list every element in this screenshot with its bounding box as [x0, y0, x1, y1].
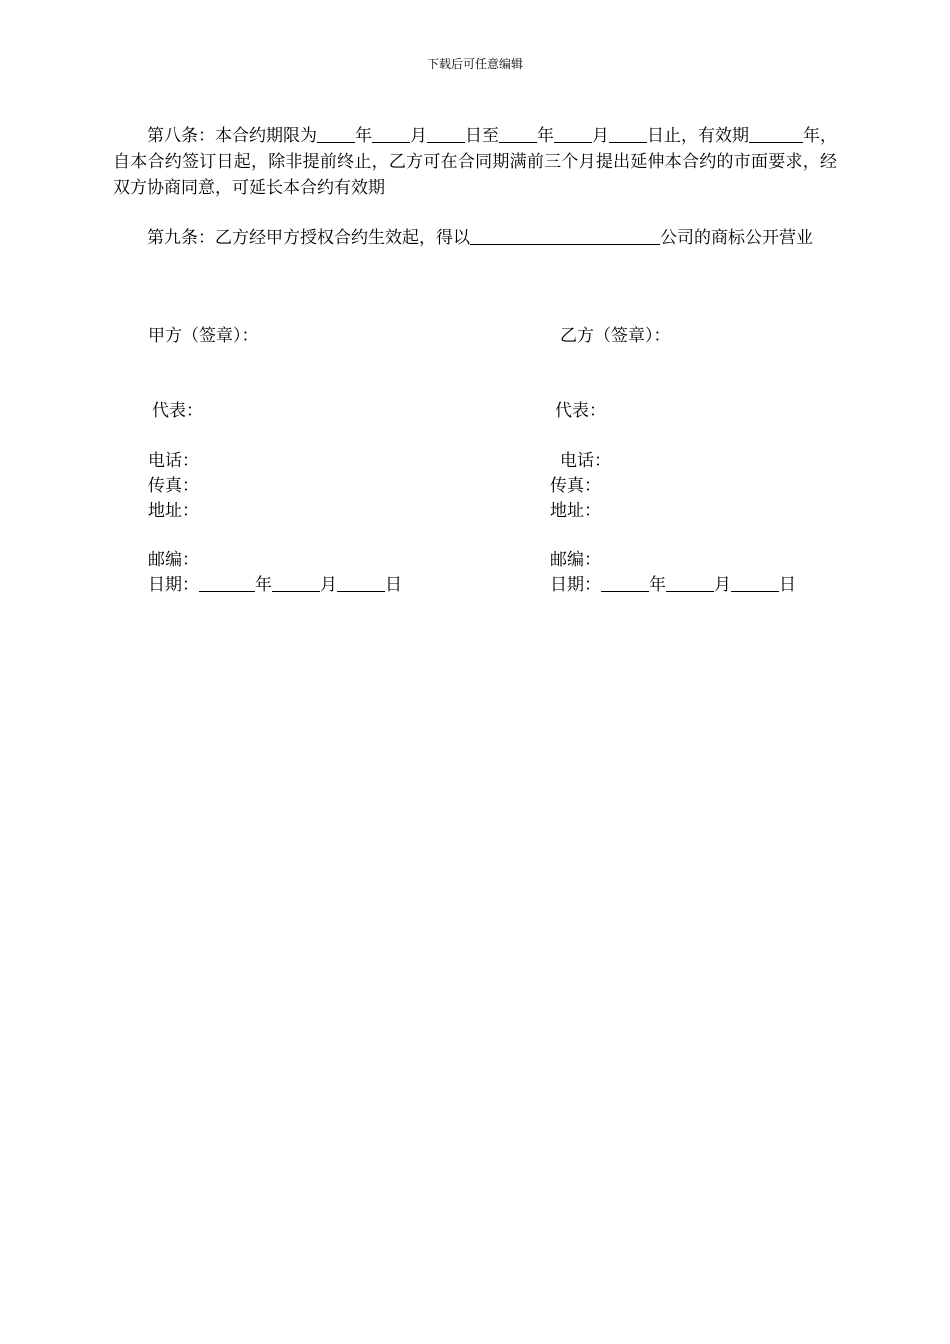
blank-start-year[interactable]	[317, 124, 355, 143]
party-b-phone: 电话：	[560, 451, 611, 471]
blank-start-day[interactable]	[427, 124, 465, 143]
clause-9-text: 公司的商标公开营业	[660, 228, 813, 248]
party-a-phone: 电话：	[148, 451, 199, 471]
party-b-postcode: 邮编：	[550, 550, 601, 570]
year-label: 年	[649, 575, 666, 595]
month-label: 月	[320, 575, 337, 595]
date-label: 日期：	[550, 575, 601, 595]
party-b-date	[550, 573, 796, 597]
party-b-address: 地址：	[550, 501, 601, 521]
blank-company-name[interactable]	[470, 226, 660, 245]
clause-8-text: 月	[592, 126, 609, 146]
party-b-fax: 传真：	[550, 476, 601, 496]
day-label: 日	[779, 575, 796, 595]
clause-8	[113, 123, 837, 201]
clause-8-text: 月	[410, 126, 427, 146]
date-label: 日期：	[148, 575, 199, 595]
party-a-representative: 代表：	[152, 401, 203, 421]
blank-end-year[interactable]	[499, 124, 537, 143]
blank-day[interactable]	[731, 573, 779, 592]
page-header: 下载后可任意编辑	[426, 57, 523, 71]
clause-8-text: 年	[355, 126, 372, 146]
clause-8-text: 年	[537, 126, 554, 146]
blank-end-month[interactable]	[554, 124, 592, 143]
clause-8-text: 第八条：本合约期限为	[147, 126, 317, 146]
clause-8-text: 年，自本合约签订日起，除非提前终止，乙方可在合同期满前三个月提出延伸本合约的市面要求，经双方协商同意，可延长本合约有效期	[113, 126, 837, 198]
blank-year[interactable]	[601, 573, 649, 592]
party-b-representative: 代表：	[555, 401, 606, 421]
party-a-fax: 传真：	[148, 476, 199, 496]
month-label: 月	[714, 575, 731, 595]
party-a-title: 甲方（签章）：	[148, 326, 259, 346]
party-a-address: 地址：	[148, 501, 199, 521]
clause-9	[113, 225, 837, 251]
blank-year[interactable]	[199, 573, 255, 592]
blank-validity-years[interactable]	[749, 124, 803, 143]
blank-end-day[interactable]	[609, 124, 647, 143]
party-a-postcode: 邮编：	[148, 550, 199, 570]
blank-start-month[interactable]	[372, 124, 410, 143]
year-label: 年	[255, 575, 272, 595]
blank-month[interactable]	[272, 573, 320, 592]
blank-day[interactable]	[337, 573, 385, 592]
clause-8-text: 日至	[465, 126, 499, 146]
party-a-date	[148, 573, 402, 597]
clause-9-text: 第九条：乙方经甲方授权合约生效起，得以	[147, 228, 470, 248]
blank-month[interactable]	[666, 573, 714, 592]
day-label: 日	[385, 575, 402, 595]
clause-8-text: 日止，有效期	[647, 126, 749, 146]
party-b-title: 乙方（签章）：	[560, 326, 671, 346]
